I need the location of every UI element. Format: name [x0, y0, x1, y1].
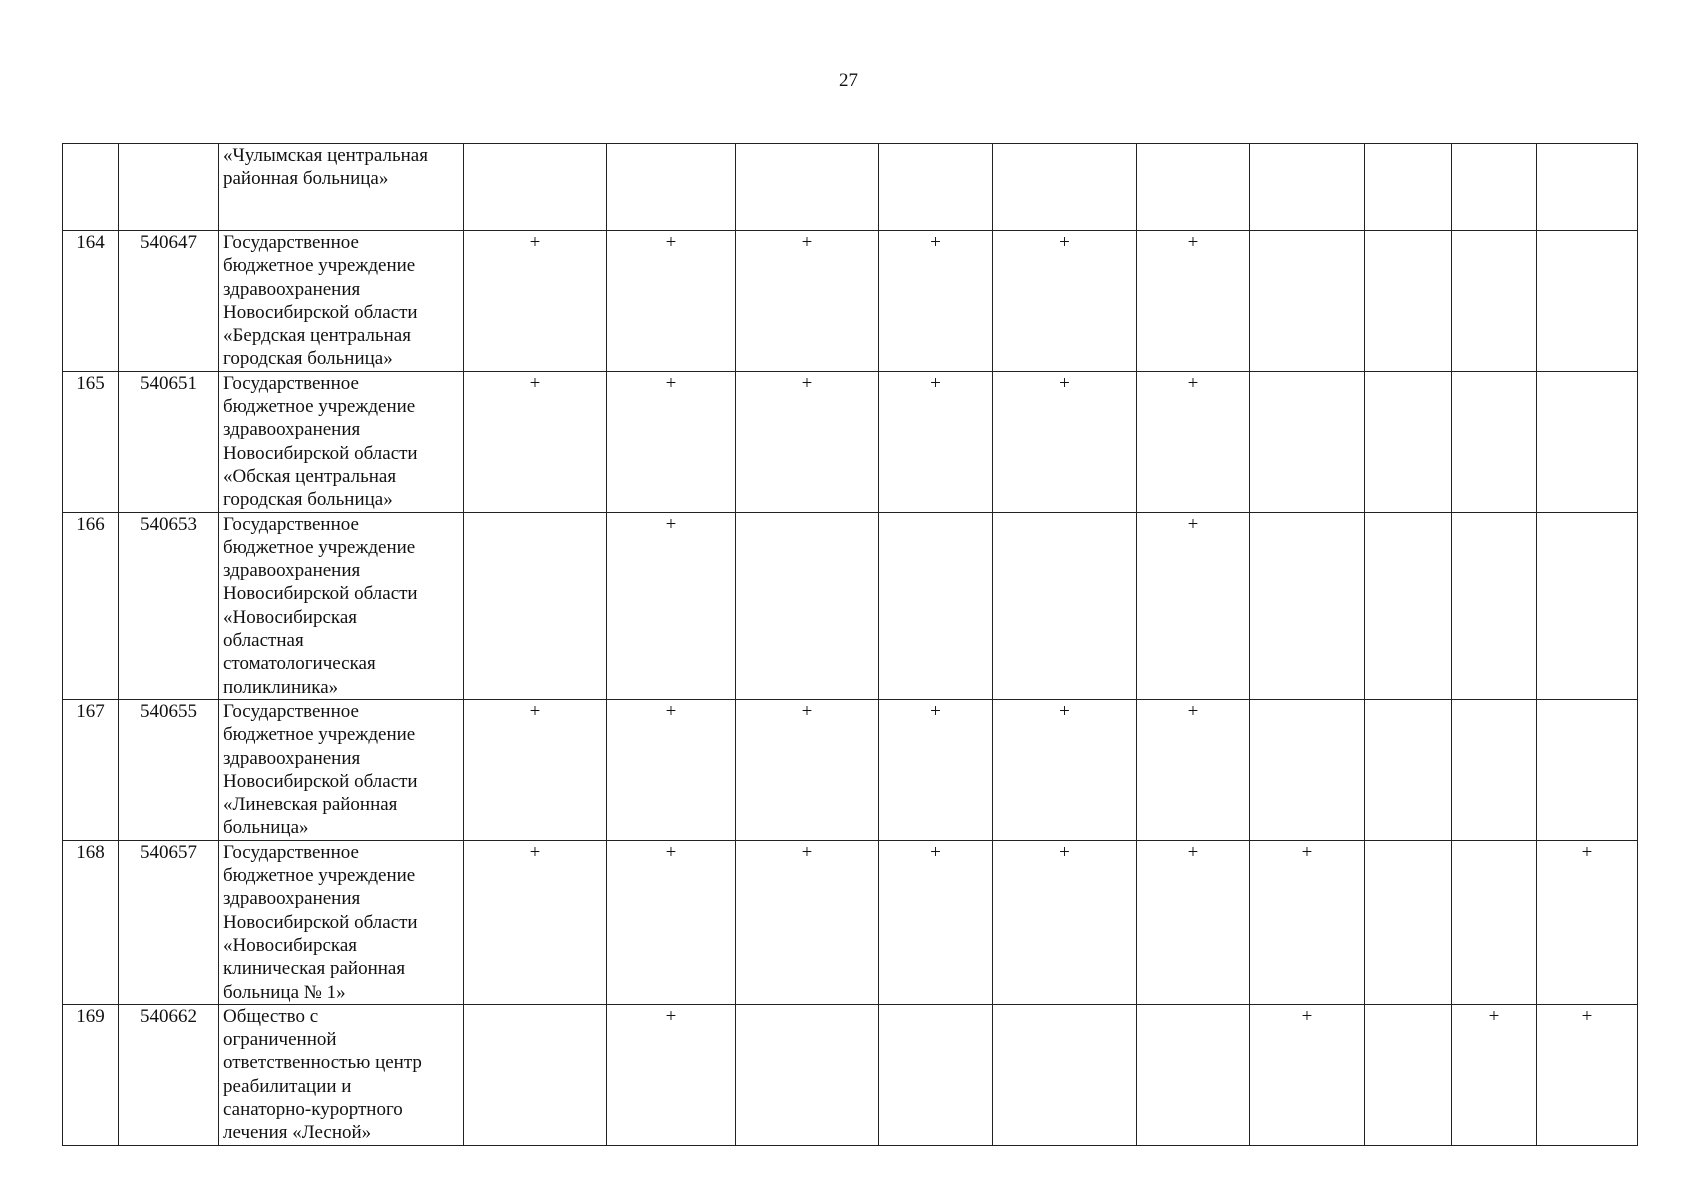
organization-name-cell — [219, 699, 464, 840]
mark-cell: + — [1250, 1004, 1365, 1145]
mark-cell: + — [879, 371, 993, 512]
table-row — [63, 840, 1638, 1004]
mark-cell — [1250, 512, 1365, 699]
table-row — [63, 512, 1638, 699]
mark-cell: + — [1452, 1004, 1537, 1145]
organization-name-cell — [219, 512, 464, 699]
mark-cell: + — [879, 699, 993, 840]
mark-cell — [1250, 371, 1365, 512]
mark-cell: + — [607, 699, 736, 840]
mark-cell — [1365, 371, 1452, 512]
organization-name-line: бюджетное учреждение — [223, 255, 416, 277]
mark-cell: + — [1537, 1004, 1638, 1145]
table-row — [63, 144, 1638, 231]
mark-cell: + — [736, 699, 879, 840]
organization-name-line: городская больница» — [223, 489, 393, 511]
mark-cell — [464, 512, 607, 699]
table-row — [63, 371, 1638, 512]
mark-cell: + — [464, 371, 607, 512]
mark-cell: + — [993, 231, 1137, 372]
organization-name-line: Общество с — [223, 1005, 319, 1027]
mark-cell — [1452, 512, 1537, 699]
organization-name-line: Новосибирской области — [223, 911, 418, 933]
row-number-cell: 165 — [63, 371, 119, 512]
registry-code-cell: 540651 — [119, 371, 219, 512]
mark-cell — [1452, 144, 1537, 231]
organization-name-line: ограниченной — [223, 1029, 337, 1051]
mark-cell: + — [607, 1004, 736, 1145]
mark-cell: + — [993, 371, 1137, 512]
organization-name-line: больница» — [223, 817, 309, 839]
mark-cell: + — [1137, 371, 1250, 512]
mark-cell — [1365, 144, 1452, 231]
registry-code-cell: 540653 — [119, 512, 219, 699]
organization-name-line: «Линевская районная — [223, 794, 398, 816]
registry-code-cell: 540655 — [119, 699, 219, 840]
mark-cell — [1537, 371, 1638, 512]
mark-cell — [1137, 1004, 1250, 1145]
table-row — [63, 231, 1638, 372]
organization-name-line: Новосибирской области — [223, 442, 418, 464]
organization-name-line: районная больница» — [223, 168, 389, 190]
mark-cell: + — [464, 699, 607, 840]
mark-cell: + — [1537, 840, 1638, 1004]
mark-cell — [1365, 231, 1452, 372]
mark-cell — [1452, 231, 1537, 372]
mark-cell: + — [607, 512, 736, 699]
registry-table — [62, 143, 1638, 1146]
mark-cell: + — [993, 840, 1137, 1004]
mark-cell — [1537, 231, 1638, 372]
organization-name-line: «Новосибирская — [223, 606, 358, 628]
mark-cell — [1365, 699, 1452, 840]
mark-cell — [607, 144, 736, 231]
organization-name-line: ответственностью центр — [223, 1052, 422, 1074]
organization-name-cell — [219, 144, 464, 231]
organization-name-line: здравоохранения — [223, 560, 361, 582]
organization-name-line: Новосибирской области — [223, 770, 418, 792]
organization-name-line: городская больница» — [223, 348, 393, 370]
organization-name-line: стоматологическая — [223, 653, 376, 675]
mark-cell — [1537, 512, 1638, 699]
mark-cell: + — [736, 371, 879, 512]
organization-name-line: клиническая районная — [223, 958, 406, 980]
mark-cell — [1250, 144, 1365, 231]
organization-name-line: бюджетное учреждение — [223, 724, 416, 746]
organization-name-cell — [219, 371, 464, 512]
mark-cell — [993, 1004, 1137, 1145]
mark-cell — [879, 512, 993, 699]
mark-cell: + — [1137, 840, 1250, 1004]
mark-cell — [1537, 144, 1638, 231]
row-number-cell: 166 — [63, 512, 119, 699]
mark-cell: + — [736, 840, 879, 1004]
mark-cell — [1537, 699, 1638, 840]
table-row — [63, 699, 1638, 840]
mark-cell: + — [607, 840, 736, 1004]
organization-name-line: лечения «Лесной» — [223, 1122, 372, 1144]
mark-cell — [736, 144, 879, 231]
registry-code-cell: 540647 — [119, 231, 219, 372]
organization-name-line: санаторно-курортного — [223, 1098, 403, 1120]
registry-code-cell — [119, 144, 219, 231]
mark-cell: + — [464, 840, 607, 1004]
row-number-cell: 167 — [63, 699, 119, 840]
row-number-cell: 168 — [63, 840, 119, 1004]
table-body — [63, 144, 1638, 1146]
mark-cell — [1365, 512, 1452, 699]
organization-name-cell — [219, 1004, 464, 1145]
organization-name-line: здравоохранения — [223, 888, 361, 910]
organization-name-line: Государственное — [223, 372, 359, 394]
mark-cell — [1365, 840, 1452, 1004]
mark-cell: + — [879, 231, 993, 372]
row-number-cell — [63, 144, 119, 231]
mark-cell: + — [1137, 231, 1250, 372]
mark-cell — [879, 144, 993, 231]
mark-cell — [464, 144, 607, 231]
mark-cell: + — [736, 231, 879, 372]
mark-cell — [464, 1004, 607, 1145]
mark-cell — [736, 512, 879, 699]
mark-cell: + — [607, 371, 736, 512]
organization-name-line: здравоохранения — [223, 419, 361, 441]
mark-cell: + — [464, 231, 607, 372]
mark-cell — [1452, 371, 1537, 512]
organization-name-line: бюджетное учреждение — [223, 536, 416, 558]
mark-cell — [993, 512, 1137, 699]
mark-cell — [1452, 840, 1537, 1004]
mark-cell — [879, 1004, 993, 1145]
organization-name-line: Государственное — [223, 700, 359, 722]
organization-name-line: Новосибирской области — [223, 583, 418, 605]
mark-cell — [1250, 231, 1365, 372]
mark-cell — [1137, 144, 1250, 231]
registry-code-cell: 540662 — [119, 1004, 219, 1145]
row-number-cell: 169 — [63, 1004, 119, 1145]
organization-name-line: здравоохранения — [223, 747, 361, 769]
mark-cell: + — [1250, 840, 1365, 1004]
mark-cell: + — [993, 699, 1137, 840]
mark-cell: + — [607, 231, 736, 372]
organization-name-line: поликлиника» — [223, 676, 339, 698]
registry-code-cell: 540657 — [119, 840, 219, 1004]
organization-name-line: Новосибирской области — [223, 301, 418, 323]
organization-name-line: больница № 1» — [223, 981, 346, 1003]
mark-cell — [736, 1004, 879, 1145]
table-row — [63, 1004, 1638, 1145]
mark-cell: + — [1137, 699, 1250, 840]
organization-name-line: «Чулымская центральная — [223, 145, 428, 166]
mark-cell: + — [879, 840, 993, 1004]
row-number-cell: 164 — [63, 231, 119, 372]
organization-name-cell — [219, 231, 464, 372]
organization-name-line: «Бердская центральная — [223, 325, 411, 347]
organization-name-cell — [219, 840, 464, 1004]
organization-name-line: бюджетное учреждение — [223, 865, 416, 887]
organization-name-line: «Новосибирская — [223, 934, 358, 956]
page-number: 27 — [839, 70, 858, 91]
mark-cell — [993, 144, 1137, 231]
organization-name-line: Государственное — [223, 513, 359, 535]
mark-cell — [1365, 1004, 1452, 1145]
organization-name-line: бюджетное учреждение — [223, 396, 416, 418]
organization-name-line: «Обская центральная — [223, 465, 397, 487]
organization-name-line: Государственное — [223, 232, 359, 253]
mark-cell — [1452, 699, 1537, 840]
organization-name-line: Государственное — [223, 841, 359, 863]
organization-name-line: здравоохранения — [223, 278, 361, 300]
organization-name-line: реабилитации и — [223, 1075, 352, 1097]
mark-cell: + — [1137, 512, 1250, 699]
organization-name-line: областная — [223, 630, 304, 652]
mark-cell — [1250, 699, 1365, 840]
